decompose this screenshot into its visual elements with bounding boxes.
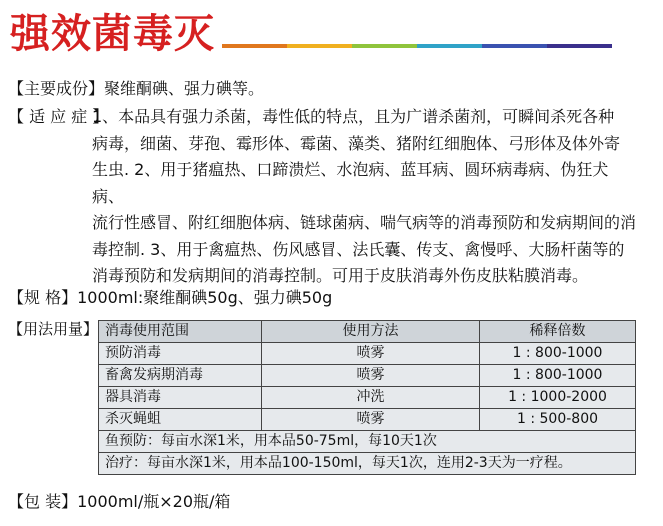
indications-line: 病毒，细菌、芽孢、霉形体、霉菌、藻类、猪附红细胞体、弓形体及体外寄 [92,133,621,153]
table-cell: 冲洗 [262,387,480,409]
table-cell: 1 : 500-800 [480,409,636,431]
usage-label: 【用法用量】 [8,320,99,338]
table-cell: 喷雾 [262,343,480,365]
indications-text [92,104,640,290]
table-cell: 器具消毒 [99,387,262,409]
table-note-row [99,453,636,475]
ingredients-label: 【主要成份】 [8,79,105,98]
table-header-ratio: 稀释倍数 [480,321,636,343]
title-bar-segment [547,44,612,48]
table-header-scope: 消毒使用范围 [99,321,262,343]
ingredients-row [8,76,264,102]
title-bar-segment [352,44,417,48]
title-color-bar [222,44,612,48]
package-label: 【包 装】 [8,492,78,511]
table-cell: 杀灭蝇蛆 [99,409,262,431]
indications-line: 毒控制. 3、用于禽瘟热、伤风感冒、法氏囊、传支、禽慢呼、大肠杆菌等的 [92,239,625,259]
table-cell: 1 : 800-1000 [480,365,636,387]
indications-line: 流行性感冒、附红细胞体病、链球菌病、喘气病等的消毒预防和发病期间的消 [92,213,637,232]
package-value: 1000ml/瓶×20瓶/箱 [77,492,231,511]
indications-line: 消毒预防和发病期间的消毒控制。可用于皮肤消毒外伤皮肤粘膜消毒。 [92,266,589,285]
table-header-row [99,321,636,343]
indications-label: 【 适 应 症 】 [8,107,109,126]
table-cell: 1 : 1000-2000 [480,387,636,409]
package-row [8,489,230,515]
table-cell: 1 : 800-1000 [480,343,636,365]
table-row [99,409,636,431]
table-cell: 喷雾 [262,409,480,431]
title-bar-segment [417,44,482,48]
title-bar-segment [287,44,352,48]
table-cell: 预防消毒 [99,343,262,365]
table-header-method: 使用方法 [262,321,480,343]
specification-value: 1000ml:聚维酮碘50g、强力碘50g [77,288,333,307]
indications-line: 生虫. 2、用于猪瘟热、口蹄溃烂、水泡病、蓝耳病、圆环病毒病、伪狂犬病、 [92,160,609,206]
specification-label: 【规 格】 [8,288,78,307]
table-row [99,387,636,409]
table-cell: 畜禽发病期消毒 [99,365,262,387]
table-note: 鱼预防：每亩水深1米，用本品50-75ml，每10天1次 [99,431,636,453]
title-bar-segment [482,44,547,48]
table-row [99,343,636,365]
title-bar-segment [222,44,287,48]
table-cell: 喷雾 [262,365,480,387]
ingredients-value: 聚维酮碘、强力碘等。 [104,79,265,98]
table-note: 治疗：每亩水深1米，用本品100-150ml，每天1次，连用2-3天为一疗程。 [99,453,636,475]
indications-line: 1、本品具有强力杀菌，毒性低的特点，且为广谱杀菌剂，可瞬间杀死各种 [92,107,615,126]
usage-table [98,320,636,475]
specification-row [8,285,332,311]
table-note-row [99,431,636,453]
table-row [99,365,636,387]
product-title: 强效菌毒灭 [10,11,215,57]
